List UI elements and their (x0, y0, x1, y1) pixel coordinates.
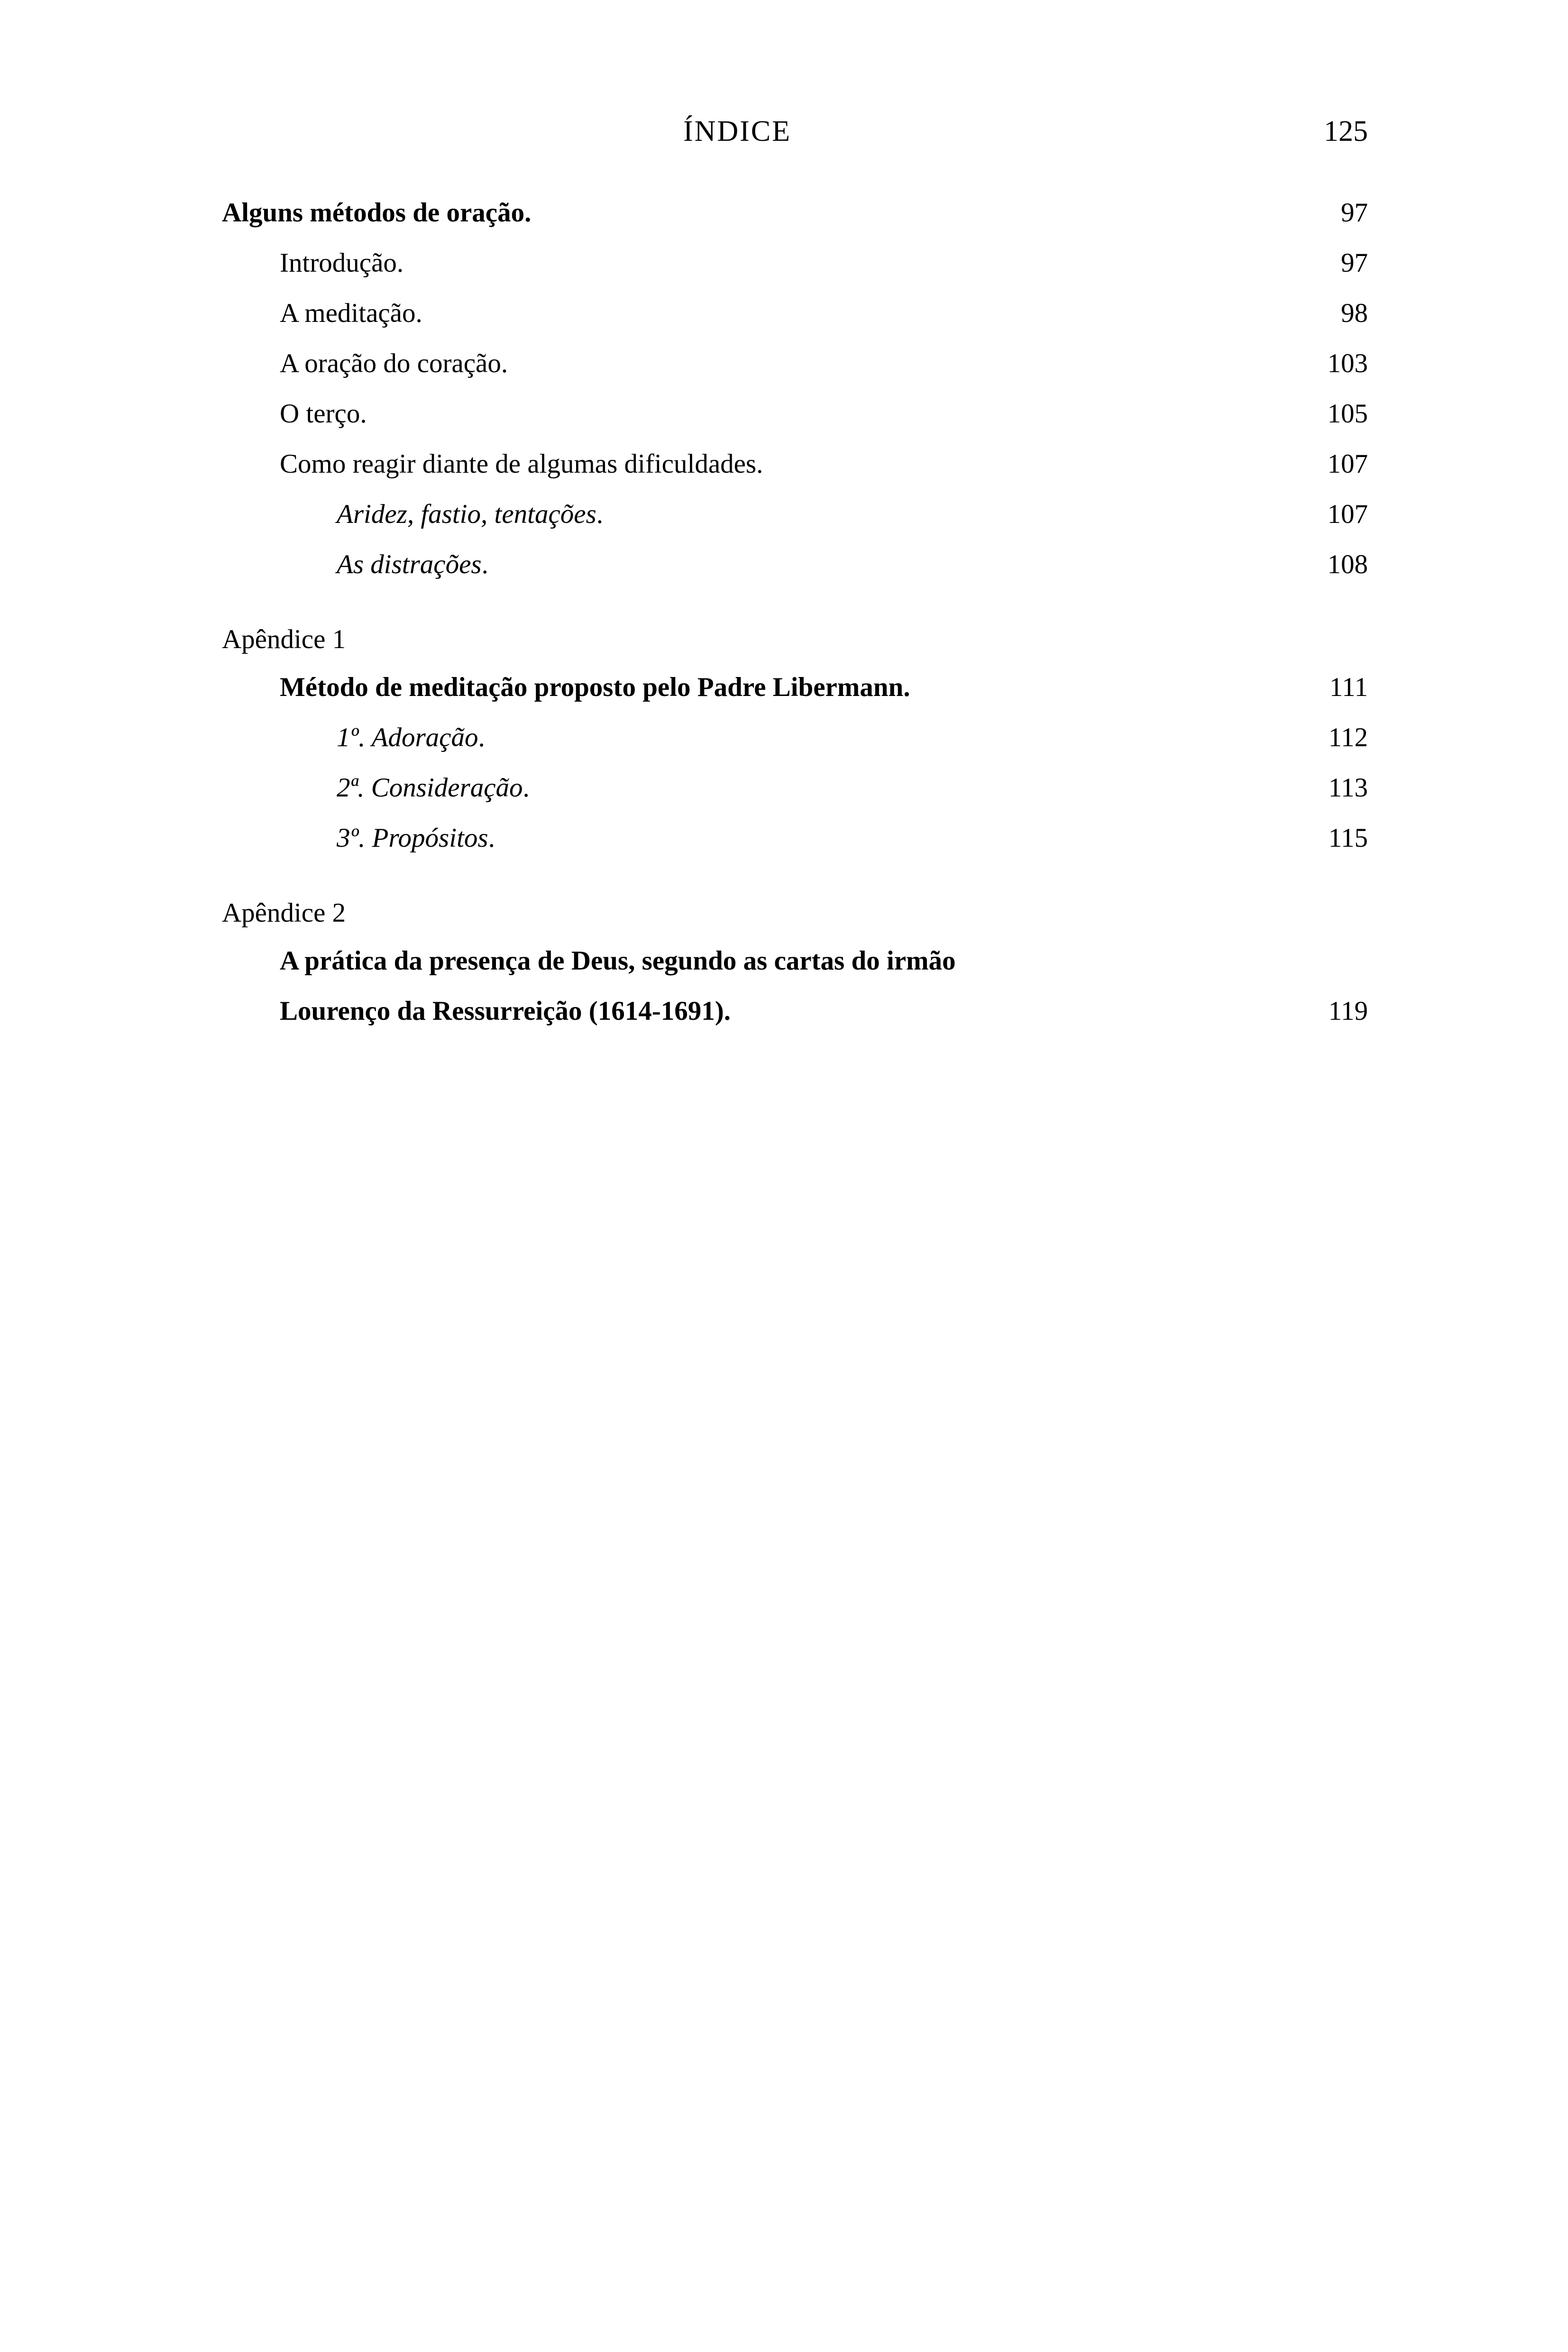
dot-leader: . (415, 300, 423, 327)
toc-entry-page: 107 (1327, 499, 1368, 529)
dot-leader: . (524, 199, 532, 226)
toc-entry[interactable] (216, 501, 1368, 528)
appendix-1-heading: Apêndice 1 (222, 624, 346, 654)
toc-entry-label: A oração do coração (280, 348, 501, 378)
toc-entry-label: Introdução (280, 248, 397, 278)
toc-entry-page: 111 (1329, 672, 1368, 702)
toc-entry[interactable] (216, 400, 1368, 427)
toc-entry-label: 1º. Adoração (337, 723, 478, 752)
running-head (216, 117, 1368, 159)
toc-entry-page: 113 (1328, 773, 1368, 803)
dot-leader: . (481, 551, 489, 578)
toc-entry-page: 97 (1341, 248, 1368, 278)
toc-entry[interactable] (216, 300, 1368, 327)
table-of-contents (216, 199, 1368, 1048)
toc-entry-page: 112 (1328, 723, 1368, 752)
page-folio: 125 (1324, 115, 1368, 147)
toc-entry-label: A meditação (280, 298, 416, 328)
toc-entry-label: Método de meditação proposto pelo Padre Libermann (280, 672, 904, 702)
toc-entry-page: 119 (1328, 996, 1368, 1026)
dot-leader: . (756, 450, 764, 477)
running-head-title: ÍNDICE (683, 115, 792, 147)
section-gap (216, 601, 1368, 626)
toc-entry[interactable] (216, 551, 1368, 578)
toc-main-group (216, 199, 1368, 578)
toc-entry-label: Como reagir diante de algumas dificuldades (280, 449, 757, 479)
toc-entry-page: 108 (1327, 549, 1368, 579)
toc-entry-line[interactable] (216, 998, 1368, 1025)
toc-entry-label: 2ª. Consideração (337, 773, 523, 803)
toc-entry-page: 107 (1327, 449, 1368, 479)
toc-appendix-1-group (216, 674, 1368, 851)
toc-entry-page: 103 (1327, 348, 1368, 378)
toc-entry[interactable] (216, 199, 1368, 226)
toc-entry-line[interactable] (216, 947, 1368, 974)
toc-entry[interactable] (216, 724, 1368, 751)
toc-entry[interactable] (216, 249, 1368, 276)
dot-leader: . (596, 501, 604, 528)
toc-entry-page: 105 (1327, 399, 1368, 429)
toc-entry-label: O terço (280, 399, 360, 429)
toc-entry[interactable] (216, 824, 1368, 851)
dot-leader: . (396, 249, 404, 276)
section-gap (216, 875, 1368, 899)
dot-leader: . (501, 350, 509, 377)
toc-entry-label: A prática da presença de Deus, segundo as cartas do irmão (280, 946, 956, 976)
dot-leader: . (523, 774, 530, 801)
dot-leader: . (903, 674, 911, 701)
toc-entry-page: 115 (1328, 823, 1368, 853)
toc-entry[interactable] (216, 350, 1368, 377)
dot-leader: . (478, 724, 486, 751)
toc-entry-label: Alguns métodos de oração (222, 198, 525, 228)
dot-leader: . (724, 998, 731, 1025)
appendix-2-heading: Apêndice 2 (222, 898, 346, 928)
toc-entry-page: 97 (1341, 198, 1368, 228)
dot-leader: . (488, 824, 495, 851)
toc-entry-label: 3º. Propósitos (337, 823, 488, 853)
toc-entry[interactable] (216, 450, 1368, 477)
toc-entry[interactable] (216, 674, 1368, 701)
toc-entry-label: As distrações (337, 549, 482, 579)
dot-leader: . (360, 400, 367, 427)
toc-entry-label: Aridez, fastio, tentações (337, 499, 596, 529)
toc-entry-label: Lourenço da Ressurreição (1614-1691) (280, 996, 724, 1026)
toc-entry-page: 98 (1341, 298, 1368, 328)
toc-entry[interactable] (216, 774, 1368, 801)
